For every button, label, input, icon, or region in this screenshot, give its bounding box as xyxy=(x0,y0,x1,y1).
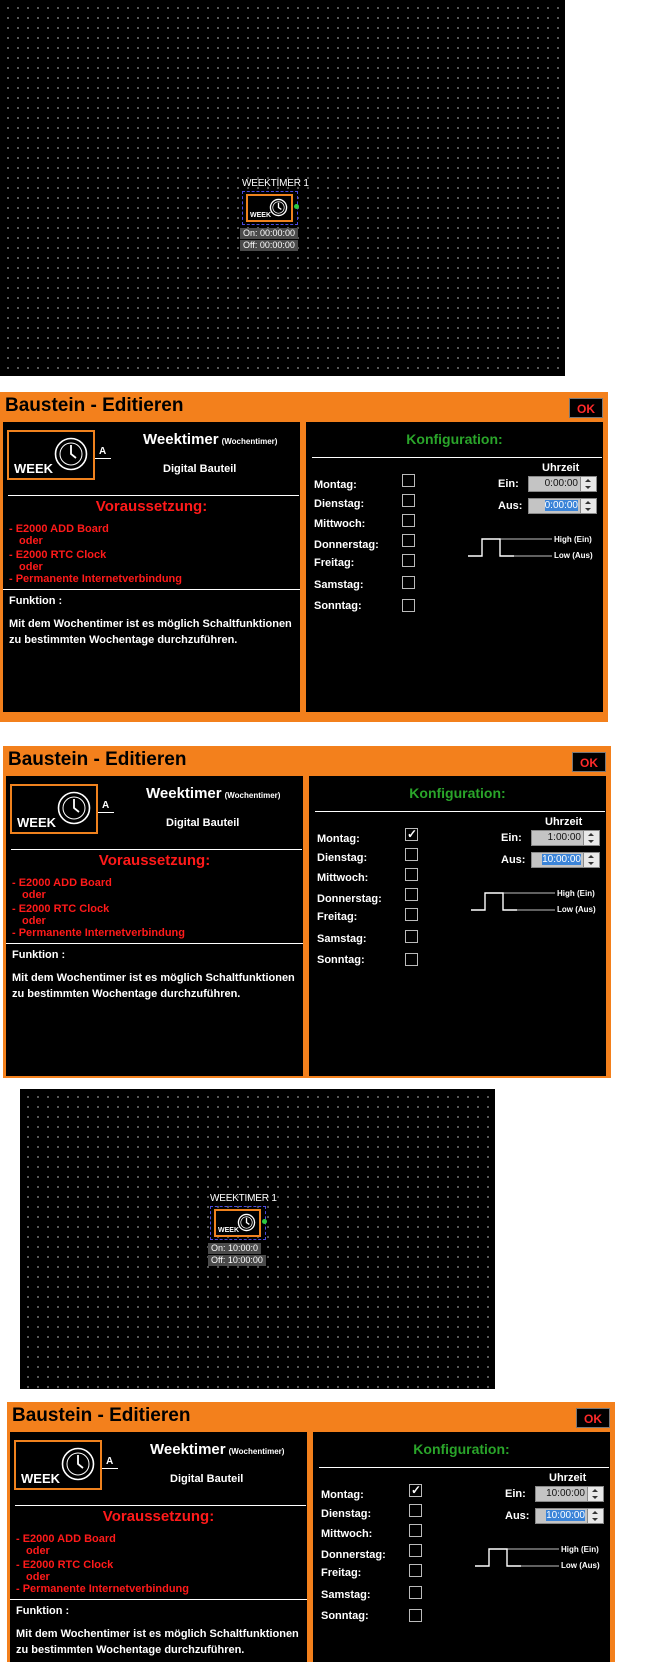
info-panel xyxy=(10,1432,307,1662)
off-time-value: 0:00:00 xyxy=(544,500,578,511)
off-time-label: Aus: xyxy=(501,854,526,866)
requirement-item: oder xyxy=(22,889,46,901)
requirement-item: oder xyxy=(26,1545,50,1557)
product-category: Digital Bauteil xyxy=(163,463,237,475)
requirement-item: oder xyxy=(19,535,43,547)
low-label: Low (Aus) xyxy=(554,551,593,560)
output-pin[interactable] xyxy=(262,1219,267,1224)
requirement-item: - E2000 RTC Clock xyxy=(12,903,110,915)
day-label-monday: Montag: xyxy=(317,833,360,845)
off-value: Off: 10:00:00 xyxy=(208,1255,266,1266)
checkbox-thursday[interactable] xyxy=(405,888,418,901)
block-name: WEEKTIMER 1 xyxy=(210,1193,277,1204)
day-label-wednesday: Mittwoch: xyxy=(321,1528,373,1540)
off-time-value: 10:00:00 xyxy=(542,854,581,865)
on-time-label: Ein: xyxy=(498,478,519,490)
block-chip[interactable] xyxy=(246,194,293,222)
checkbox-wednesday[interactable] xyxy=(409,1524,422,1537)
requirement-item: oder xyxy=(26,1571,50,1583)
ok-button[interactable]: OK xyxy=(569,398,603,418)
config-title: Konfiguration: xyxy=(406,431,503,447)
editor-canvas-1[interactable] xyxy=(0,0,565,376)
off-time-input[interactable] xyxy=(535,1508,604,1524)
editor-canvas-2[interactable] xyxy=(20,1089,495,1389)
divider xyxy=(11,849,302,850)
block-name: WEEKTIMER 1 xyxy=(242,178,309,189)
day-label-wednesday: Mittwoch: xyxy=(317,872,369,884)
day-label-thursday: Donnerstag: xyxy=(317,893,382,905)
on-time-value: 0:00:00 xyxy=(544,478,578,489)
off-time-input[interactable] xyxy=(531,852,600,868)
clock-icon xyxy=(237,1213,256,1232)
checkmark: ✓ xyxy=(407,827,418,841)
product-name: Weektimer (Wochentimer) xyxy=(146,785,281,802)
on-time-value: 1:00:00 xyxy=(547,832,581,843)
dialog-title: Baustein - Editieren xyxy=(8,749,187,770)
requirement-item: - E2000 ADD Board xyxy=(12,877,112,889)
checkbox-wednesday[interactable] xyxy=(405,868,418,881)
checkbox-thursday[interactable] xyxy=(409,1544,422,1557)
day-label-tuesday: Dienstag: xyxy=(314,498,365,510)
checkbox-sunday[interactable] xyxy=(402,599,415,612)
high-label: High (Ein) xyxy=(561,1545,599,1554)
day-label-saturday: Samstag: xyxy=(314,579,364,591)
requirement-item: oder xyxy=(19,561,43,573)
low-label: Low (Aus) xyxy=(561,1561,600,1570)
function-title: Funktion : xyxy=(12,949,66,961)
divider xyxy=(8,495,299,496)
clock-icon xyxy=(54,437,88,471)
requirement-item: - Permanente Internetverbindung xyxy=(16,1583,189,1595)
checkbox-monday[interactable] xyxy=(405,828,418,841)
time-header: Uhrzeit xyxy=(542,462,580,474)
logo-label: WEEK xyxy=(17,815,56,830)
signal-diagram-icon xyxy=(466,536,556,560)
day-label-friday: Freitag: xyxy=(321,1567,362,1579)
divider xyxy=(315,811,605,812)
checkbox-monday[interactable] xyxy=(402,474,415,487)
checkbox-saturday[interactable] xyxy=(409,1586,422,1599)
ok-button[interactable]: OK xyxy=(572,752,606,772)
product-name: Weektimer (Wochentimer) xyxy=(143,431,278,448)
edit-dialog-1 xyxy=(0,392,608,722)
divider xyxy=(312,457,602,458)
day-label-saturday: Samstag: xyxy=(317,933,367,945)
day-label-tuesday: Dienstag: xyxy=(317,852,368,864)
block-chip[interactable] xyxy=(214,1209,261,1237)
on-time-input[interactable] xyxy=(528,476,597,492)
on-time-spinner[interactable] xyxy=(580,477,596,491)
edit-dialog-3 xyxy=(7,1402,615,1662)
requirement-item: - Permanente Internetverbindung xyxy=(9,573,182,585)
off-time-input[interactable] xyxy=(528,498,597,514)
checkbox-thursday[interactable] xyxy=(402,534,415,547)
block-logo xyxy=(14,1440,102,1490)
requirements-title: Voraussetzung: xyxy=(98,852,211,869)
time-header: Uhrzeit xyxy=(545,816,583,828)
checkbox-sunday[interactable] xyxy=(405,953,418,966)
day-label-saturday: Samstag: xyxy=(321,1589,371,1601)
off-time-value: 10:00:00 xyxy=(546,1510,585,1521)
checkbox-tuesday[interactable] xyxy=(402,494,415,507)
day-label-friday: Freitag: xyxy=(314,557,355,569)
product-name: Weektimer (Wochentimer) xyxy=(150,1441,285,1458)
checkbox-saturday[interactable] xyxy=(402,576,415,589)
block-logo xyxy=(7,430,95,480)
ok-button[interactable]: OK xyxy=(576,1408,610,1428)
on-value: On: 10:00:0 xyxy=(208,1243,261,1254)
divider xyxy=(319,1467,609,1468)
requirement-item: - Permanente Internetverbindung xyxy=(12,927,185,939)
off-time-label: Aus: xyxy=(498,500,523,512)
day-label-sunday: Sonntag: xyxy=(321,1610,369,1622)
output-line xyxy=(98,812,114,813)
checkbox-friday[interactable] xyxy=(409,1564,422,1577)
on-time-input[interactable] xyxy=(535,1486,604,1502)
high-label: High (Ein) xyxy=(554,535,592,544)
on-time-spinner[interactable] xyxy=(583,831,599,845)
function-title: Funktion : xyxy=(16,1605,70,1617)
off-time-spinner[interactable] xyxy=(580,499,596,513)
function-title: Funktion : xyxy=(9,595,63,607)
on-time-value: 10:00:00 xyxy=(546,1488,585,1499)
config-panel xyxy=(313,1432,610,1662)
product-category: Digital Bauteil xyxy=(166,817,240,829)
day-label-sunday: Sonntag: xyxy=(317,954,365,966)
on-time-label: Ein: xyxy=(501,832,522,844)
off-time-spinner[interactable] xyxy=(587,1509,603,1523)
off-time-spinner[interactable] xyxy=(583,853,599,867)
checkmark: ✓ xyxy=(411,1483,422,1497)
day-label-thursday: Donnerstag: xyxy=(314,539,379,551)
product-category: Digital Bauteil xyxy=(170,1473,244,1485)
function-text: Mit dem Wochentimer ist es möglich Schaltfunktionen zu bestimmten Wochentage durchzuführen. xyxy=(16,1628,299,1656)
requirement-item: - E2000 ADD Board xyxy=(9,523,109,535)
function-text: Mit dem Wochentimer ist es möglich Schaltfunktionen zu bestimmten Wochentage durchzuführen. xyxy=(9,618,292,646)
output-line xyxy=(95,458,111,459)
day-label-monday: Montag: xyxy=(314,479,357,491)
day-label-sunday: Sonntag: xyxy=(314,600,362,612)
divider xyxy=(15,1505,306,1506)
output-label: A xyxy=(106,1456,114,1467)
day-label-tuesday: Dienstag: xyxy=(321,1508,372,1520)
output-label: A xyxy=(102,800,110,811)
divider xyxy=(10,1599,307,1600)
divider xyxy=(3,589,300,590)
checkbox-tuesday[interactable] xyxy=(409,1504,422,1517)
clock-icon xyxy=(269,198,288,217)
low-label: Low (Aus) xyxy=(557,905,596,914)
checkbox-tuesday[interactable] xyxy=(405,848,418,861)
output-label: A xyxy=(99,446,107,457)
info-panel xyxy=(3,422,300,712)
config-panel xyxy=(309,776,606,1076)
output-line xyxy=(102,1468,118,1469)
on-time-input[interactable] xyxy=(531,830,600,846)
on-value: On: 00:00:00 xyxy=(240,228,298,239)
block-logo xyxy=(10,784,98,834)
dialog-title: Baustein - Editieren xyxy=(12,1405,191,1426)
info-panel xyxy=(6,776,303,1076)
checkbox-sunday[interactable] xyxy=(409,1609,422,1622)
requirement-item: - E2000 ADD Board xyxy=(16,1533,116,1545)
dialog-title: Baustein - Editieren xyxy=(5,395,184,416)
requirement-item: oder xyxy=(22,915,46,927)
config-title: Konfiguration: xyxy=(413,1441,510,1457)
function-text: Mit dem Wochentimer ist es möglich Schaltfunktionen zu bestimmten Wochentage durchzuführen. xyxy=(12,972,295,1000)
day-label-monday: Montag: xyxy=(321,1489,364,1501)
requirement-item: - E2000 RTC Clock xyxy=(16,1559,114,1571)
clock-icon xyxy=(57,791,91,825)
divider xyxy=(6,943,303,944)
signal-diagram-icon xyxy=(469,890,559,914)
chip-label: WEEK xyxy=(218,1227,239,1234)
requirements-title: Voraussetzung: xyxy=(102,1508,215,1525)
day-label-friday: Freitag: xyxy=(317,911,358,923)
checkbox-saturday[interactable] xyxy=(405,930,418,943)
checkbox-friday[interactable] xyxy=(405,908,418,921)
on-time-label: Ein: xyxy=(505,1488,526,1500)
config-panel xyxy=(306,422,603,712)
time-header: Uhrzeit xyxy=(549,1472,587,1484)
logo-label: WEEK xyxy=(21,1471,60,1486)
requirements-title: Voraussetzung: xyxy=(95,498,208,515)
day-label-thursday: Donnerstag: xyxy=(321,1549,386,1561)
signal-diagram-icon xyxy=(473,1546,563,1570)
on-time-spinner[interactable] xyxy=(587,1487,603,1501)
logo-label: WEEK xyxy=(14,461,53,476)
off-value: Off: 00:00:00 xyxy=(240,240,298,251)
high-label: High (Ein) xyxy=(557,889,595,898)
output-pin[interactable] xyxy=(294,204,299,209)
checkbox-friday[interactable] xyxy=(402,554,415,567)
config-title: Konfiguration: xyxy=(409,785,506,801)
day-label-wednesday: Mittwoch: xyxy=(314,518,366,530)
edit-dialog-2 xyxy=(3,746,611,1078)
chip-label: WEEK xyxy=(250,212,271,219)
clock-icon xyxy=(61,1447,95,1481)
requirement-item: - E2000 RTC Clock xyxy=(9,549,107,561)
checkbox-wednesday[interactable] xyxy=(402,514,415,527)
checkbox-monday[interactable] xyxy=(409,1484,422,1497)
off-time-label: Aus: xyxy=(505,1510,530,1522)
